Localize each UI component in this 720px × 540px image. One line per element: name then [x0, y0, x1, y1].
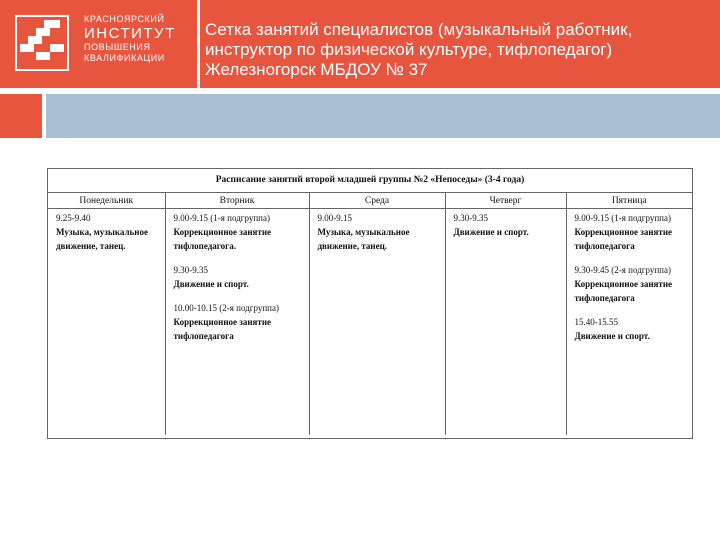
day-header: Пятница — [566, 193, 692, 209]
logo-line-1: КРАСНОЯРСКИЙ — [84, 14, 165, 24]
lesson-entry — [174, 301, 306, 343]
lesson-entry — [575, 315, 690, 343]
lesson-entry — [318, 211, 442, 253]
day-header: Среда — [309, 193, 445, 209]
slide-title: Сетка занятий специалистов (музыкальный работник, инструктор по физической культуре, тифлопедагог) Железногорск МБДОУ № 37 — [205, 20, 633, 79]
day-header: Четверг — [445, 193, 566, 209]
day-header-row — [48, 193, 692, 209]
logo-line-3: ПОВЫШЕНИЯ — [84, 42, 151, 52]
institute-logo — [0, 0, 196, 88]
schedule-document — [47, 168, 693, 439]
schedule-title: Расписание занятий второй младшей группы №2 «Непоседы» (3-4 года) — [48, 169, 692, 193]
header-divider — [197, 0, 200, 88]
schedule-table — [48, 193, 692, 435]
lesson-subject: Движение и спорт. — [173, 279, 249, 289]
lesson-time: 9.00-9.15 — [317, 213, 352, 223]
subtitle-band — [46, 94, 720, 138]
day-cell-wednesday — [309, 209, 445, 436]
accent-block — [0, 94, 42, 138]
lesson-entry — [454, 211, 563, 239]
day-cell-monday — [48, 209, 165, 436]
schedule-row — [48, 209, 692, 436]
day-cell-thursday — [445, 209, 566, 436]
lesson-time: 9.25-9.40 — [56, 213, 91, 223]
lesson-subject: Музыка, музыкальное движение, танец. — [317, 227, 410, 251]
lesson-time: 9.00-9.15 (1-я подгруппа) — [574, 213, 671, 223]
lesson-entry — [575, 263, 690, 305]
logo-text — [84, 14, 176, 64]
institute-logo-icon — [14, 14, 70, 72]
lesson-entry — [56, 211, 162, 253]
day-cell-tuesday — [165, 209, 309, 436]
lesson-time: 9.30-9.35 — [173, 265, 208, 275]
lesson-time: 15.40-15.55 — [574, 317, 618, 327]
day-header: Понедельник — [48, 193, 165, 209]
lesson-time: 10.00-10.15 (2-я подгруппа) — [173, 303, 279, 313]
day-header: Вторник — [165, 193, 309, 209]
day-cell-friday — [566, 209, 692, 436]
lesson-subject: Коррекционное занятие тифлопедагога. — [173, 227, 272, 251]
lesson-time: 9.30-9.35 — [453, 213, 488, 223]
logo-line-4: КВАЛИФИКАЦИИ — [84, 53, 165, 63]
lesson-entry — [174, 211, 306, 253]
lesson-subject: Коррекционное занятие тифлопедагога — [574, 279, 673, 303]
lesson-entry — [174, 263, 306, 291]
logo-line-2: ИНСТИТУТ — [84, 25, 176, 42]
lesson-subject: Движение и спорт. — [453, 227, 529, 237]
lesson-subject: Коррекционное занятие тифлопедагога — [173, 317, 272, 341]
lesson-time: 9.00-9.15 (1-я подгруппа) — [173, 213, 270, 223]
lesson-subject: Коррекционное занятие тифлопедагога — [574, 227, 673, 251]
lesson-subject: Движение и спорт. — [574, 331, 650, 341]
slide-header — [0, 0, 720, 88]
lesson-subject: Музыка, музыкальное движение, танец. — [56, 227, 148, 251]
lesson-time: 9.30-9.45 (2-я подгруппа) — [574, 265, 671, 275]
lesson-entry — [575, 211, 690, 253]
